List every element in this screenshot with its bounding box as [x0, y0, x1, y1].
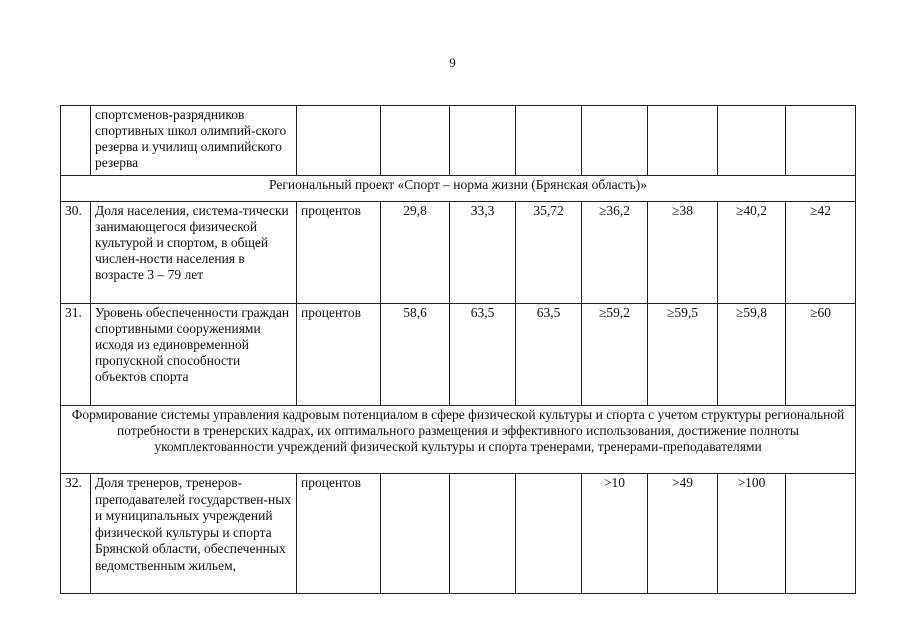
value-cell: 29,8: [381, 202, 450, 304]
value-cell: 63,5: [450, 304, 516, 406]
indicator-name: спортсменов-разрядников спортивных школ олимпий-ского резерва и училищ олимпийского резерва: [91, 106, 297, 176]
unit-cell: процентов: [297, 202, 381, 304]
value-cell: ≥38: [648, 202, 718, 304]
section-row: [61, 406, 856, 474]
value-cell: >100: [718, 474, 786, 594]
indicator-name: Доля тренеров, тренеров-преподавателей государствен-ных и муниципальных учреждений физической культуры и спорта Брянской области, обеспеченных ведомственным жильем,: [91, 474, 297, 594]
value-cell: [450, 474, 516, 594]
value-cell: ≥60: [786, 304, 856, 406]
unit-cell: процентов: [297, 474, 381, 594]
value-cell: [582, 106, 648, 176]
value-cell: ≥59,8: [718, 304, 786, 406]
indicator-name: Доля населения, системa-тически занимающегося физической культурой и спортом, в общей числен-ности населения в возрасте 3 – 79 лет: [91, 202, 297, 304]
value-cell: 63,5: [516, 304, 582, 406]
value-cell: ≥59,5: [648, 304, 718, 406]
row-number: 31.: [61, 304, 91, 406]
value-cell: ≥36,2: [582, 202, 648, 304]
value-cell: [381, 106, 450, 176]
value-cell: 58,6: [381, 304, 450, 406]
row-number: 30.: [61, 202, 91, 304]
value-cell: >49: [648, 474, 718, 594]
indicators-table: [60, 105, 856, 594]
value-cell: [516, 474, 582, 594]
value-cell: 33,3: [450, 202, 516, 304]
value-cell: [381, 474, 450, 594]
table-row: [61, 474, 856, 594]
value-cell: >10: [582, 474, 648, 594]
section-title: Формирование системы управления кадровым потенциалом в сфере физической культуры и спорта с учетом структуры региональной потребности в тренерских кадрах, их оптимального размещения и эффективного использования, достижение полноты укомплектованности учреждений физической культуры и спорта тренерами, тренерами-преподавателями: [61, 406, 856, 474]
unit-cell: процентов: [297, 304, 381, 406]
table-row: [61, 106, 856, 176]
page-number: 9: [449, 55, 456, 70]
table-row: [61, 202, 856, 304]
row-number: 32.: [61, 474, 91, 594]
value-cell: ≥59,2: [582, 304, 648, 406]
row-number: [61, 106, 91, 176]
section-row: [61, 176, 856, 202]
value-cell: [786, 474, 856, 594]
value-cell: [718, 106, 786, 176]
value-cell: 35,72: [516, 202, 582, 304]
section-title: Региональный проект «Спорт – норма жизни (Брянская область)»: [61, 176, 856, 202]
value-cell: [648, 106, 718, 176]
value-cell: [516, 106, 582, 176]
value-cell: ≥42: [786, 202, 856, 304]
unit-cell: [297, 106, 381, 176]
indicator-name: Уровень обеспеченности граждан спортивными сооружениями исходя из единовременной пропускной способности объектов спорта: [91, 304, 297, 406]
value-cell: [450, 106, 516, 176]
table-row: [61, 304, 856, 406]
value-cell: [786, 106, 856, 176]
value-cell: ≥40,2: [718, 202, 786, 304]
